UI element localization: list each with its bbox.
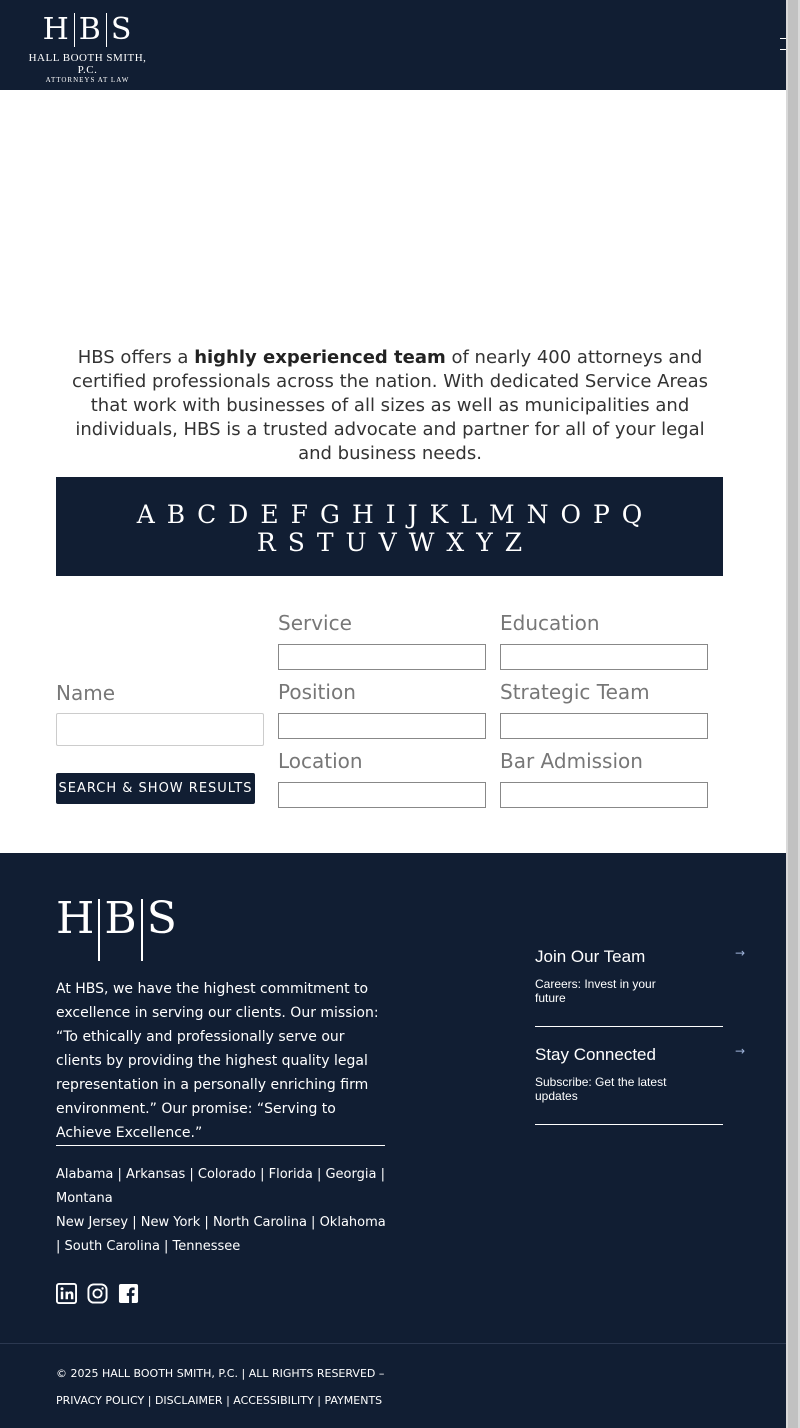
disclaimer-link[interactable]: DISCLAIMER [154,1394,223,1407]
site-header [0,0,786,90]
footer-logo-letter-s: S [146,893,177,944]
copyright: © 2025 HALL BOOTH SMITH, P.C. | ALL RIGHTS RESERVED – [56,1367,385,1380]
state-list-line: New Jersey | New York | North Carolina | Oklahoma | South Carolina | Tennessee [56,1215,386,1254]
service-label: Service [278,611,352,635]
letter-l-link[interactable]: L [460,500,477,529]
logo-divider [106,13,107,47]
footer-logo-letter-h: H [56,893,95,944]
intro-paragraph [56,346,724,466]
site-footer [0,853,786,1428]
facebook-icon[interactable] [118,1283,139,1304]
footer-logo-divider [141,899,143,961]
alphabet-filter [56,477,723,576]
letter-s-link[interactable]: S [287,528,305,557]
intro-text-end: of nearly 400 attorneys and certified professionals across the nation. With dedicated Service Areas that work with businesses of all sizes as well as municipalities and individuals, HBS is a trusted advocate and partner for all of your legal and business needs. [72,347,708,464]
arrow-right-icon: → [734,946,745,960]
privacy-policy-link[interactable]: PRIVACY POLICY [56,1394,145,1407]
location-select[interactable] [278,782,486,808]
stay-connected-title: Stay Connected [535,1045,656,1064]
legal-separator: | [144,1394,155,1407]
legal-separator: | [313,1394,325,1407]
intro-text-start: HBS offers a [77,347,195,368]
letter-u-link[interactable]: U [345,528,367,557]
bar-admission-select[interactable] [500,782,708,808]
instagram-icon[interactable] [87,1283,108,1304]
legal-links [56,1394,382,1408]
education-label: Education [500,611,600,635]
footer-divider [56,1145,385,1146]
logo-letter-h: H [42,12,70,47]
bar-admission-label: Bar Admission [500,749,643,773]
position-select[interactable] [278,713,486,739]
accessibility-link[interactable]: ACCESSIBILITY [233,1394,314,1407]
letter-x-link[interactable]: X [446,528,465,557]
payments-link[interactable]: PAYMENTS [324,1394,383,1407]
page-scrollbar[interactable] [786,0,800,1428]
site-logo[interactable] [20,12,155,84]
letter-t-link[interactable]: T [316,528,334,557]
strategic-team-label: Strategic Team [500,680,650,704]
letter-f-link[interactable]: F [290,500,308,529]
logo-divider [74,13,75,47]
letter-e-link[interactable]: E [260,500,279,529]
letter-b-link[interactable]: B [166,500,186,529]
social-links [56,1283,139,1304]
intro-highlight: highly experienced team [194,347,446,368]
letter-a-link[interactable]: A [136,500,155,529]
logo-firm-name: HALL BOOTH SMITH, P.C. [28,52,147,76]
footer-logo-letter-b: B [104,893,137,944]
letter-j-link[interactable]: J [407,500,418,529]
letter-v-link[interactable]: V [378,528,397,557]
logo-letter-s: S [110,12,133,47]
letter-h-link[interactable]: H [351,500,374,529]
strategic-team-select[interactable] [500,713,708,739]
letter-q-link[interactable]: Q [621,500,643,529]
letter-o-link[interactable]: O [560,500,581,529]
letter-d-link[interactable]: D [228,500,249,529]
legal-separator: | [222,1394,234,1407]
join-our-team-desc: Careers: Invest in your future [535,977,656,1005]
logo-mark [20,12,155,48]
scrollbar-thumb[interactable] [788,0,798,1428]
join-our-team-title: Join Our Team [535,947,646,966]
name-input[interactable] [56,713,264,746]
logo-letter-b: B [78,12,102,47]
letter-k-link[interactable]: K [429,500,449,529]
service-select[interactable] [278,644,486,670]
linkedin-icon[interactable] [56,1283,77,1304]
letter-n-link[interactable]: N [526,500,549,529]
letter-g-link[interactable]: G [319,500,340,529]
letter-r-link[interactable]: R [256,528,276,557]
location-label: Location [278,749,363,773]
footer-logo-divider [98,899,100,961]
letter-i-link[interactable]: I [385,500,396,529]
position-label: Position [278,680,356,704]
logo-subtitle: ATTORNEYS AT LAW [45,76,130,84]
stay-connected-link[interactable] [535,1044,745,1125]
letter-w-link[interactable]: W [408,528,435,557]
letter-z-link[interactable]: Z [504,528,523,557]
name-label: Name [56,681,116,705]
stay-connected-desc: Subscribe: Get the latest updates [535,1075,667,1103]
letter-p-link[interactable]: P [592,500,610,529]
letter-y-link[interactable]: Y [476,528,493,557]
join-our-team-link[interactable] [535,946,745,1027]
footer-bottom-divider [0,1343,786,1344]
state-list [56,1163,386,1259]
state-list-line: Alabama | Arkansas | Colorado | Florida | Georgia | Montana [56,1167,385,1206]
mission-statement: At HBS, we have the highest commitment to excellence in serving our clients. Our mission: “To ethically and professionally serve our clients by providing the highest quality legal representation in a personally enriching firm environment.” Our promise: “Serving to Achieve Excellence.” [56,981,379,1141]
letter-c-link[interactable]: C [197,500,217,529]
letter-m-link[interactable]: M [488,500,515,529]
menu-icon[interactable] [780,38,786,50]
education-select[interactable] [500,644,708,670]
arrow-right-icon: → [734,1044,745,1058]
footer-logo[interactable] [56,893,191,963]
search-show-results-button[interactable]: SEARCH & SHOW RESULTS [56,773,255,804]
